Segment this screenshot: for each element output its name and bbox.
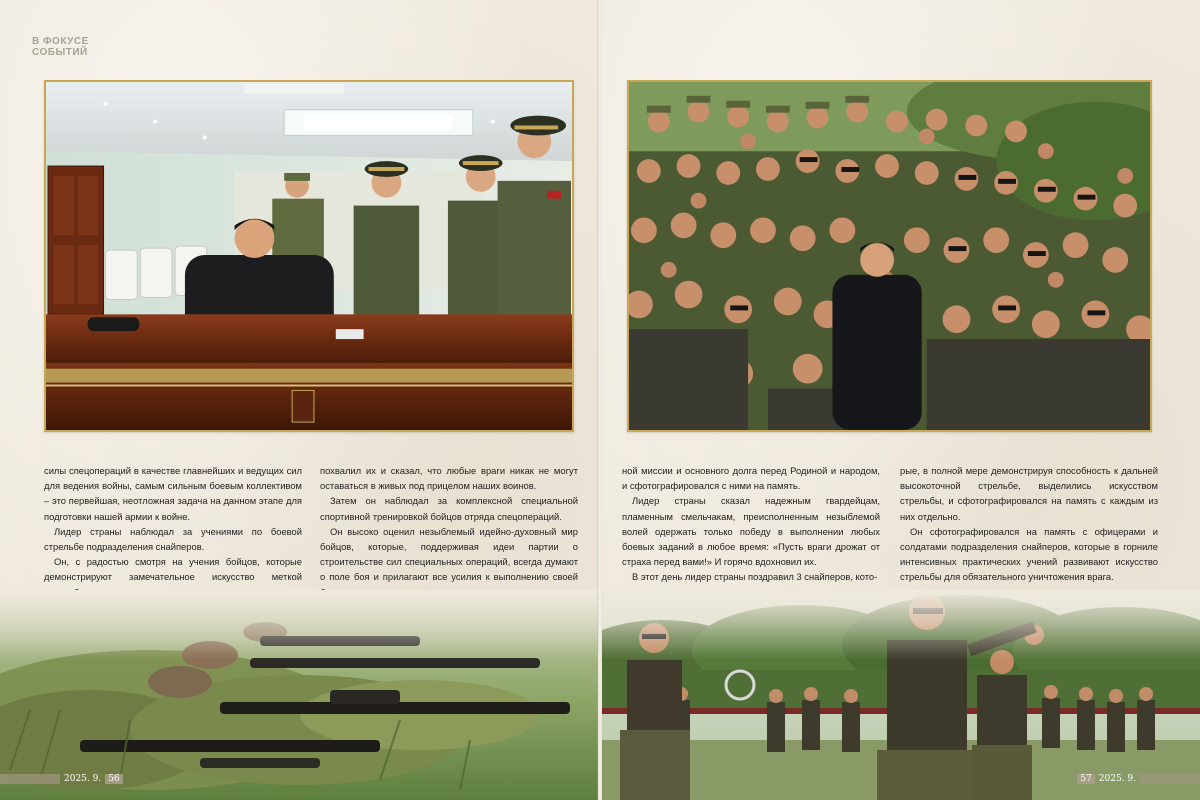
- column-1-paragraph: Лидер страны наблюдал за учениями по боевой стрельбе подразделения снайперов.: [44, 525, 302, 553]
- group-cheer-photo-icon: [629, 82, 1150, 430]
- right-folio-date: 2025. 9.: [1098, 774, 1136, 784]
- folio-bar: [1140, 774, 1200, 784]
- section-tag-line2: СОБЫТИЙ: [32, 47, 88, 58]
- column-2-paragraph: Затем он наблюдал за комплексной специальной спортивной тренировкой бойцов отряда спецопераций.: [320, 495, 578, 522]
- top-fade: [0, 590, 598, 660]
- right-page-number: 57: [1077, 774, 1094, 784]
- column-2-paragraph: Он высоко оценил незыблемый идейно-духовный мир бойцов, которые, поддерживая идеи партии о строительстве сил специальных операций, всегда думают о поле боя и прилагают все усилия к выполнению своей: [320, 525, 578, 583]
- left-page-number: 56: [105, 774, 122, 784]
- column-2-paragraph: похвалил их и сказал, что любые враги никак не могут оставаться в живых под прицелом наших воинов.: [320, 465, 578, 492]
- meeting-room-photo-icon: [46, 82, 572, 430]
- text-column-2: [320, 463, 578, 600]
- text-column-3: [622, 463, 880, 585]
- section-tag: [32, 36, 89, 58]
- column-4-paragraph: Он сфотографировался на память с офицерами и солдатами подразделения снайперов, которые в горниле интенсивных практических учений развивают искусство стрельбы для обязательного уничтожения врага.: [900, 525, 1158, 583]
- right-page: [602, 0, 1200, 800]
- text-column-1: [44, 463, 302, 600]
- section-tag-line1: В ФОКУСЕ: [32, 36, 89, 47]
- right-folio: [1077, 774, 1200, 784]
- folio-bar: [0, 774, 60, 784]
- left-folio: [0, 774, 123, 784]
- column-4-paragraph: рые, в полной мере демонстрируя способность к дальней высокоточной стрельбе, выделились искусством стрельбы, и сфотографировался на память с каждым из них отдельно.: [900, 465, 1158, 522]
- bottom-right-photo: [602, 590, 1200, 800]
- top-right-photo: [627, 80, 1152, 432]
- column-3-paragraph: ной миссии и основного долга перед Родиной и народом, и сфотографировался с ними на память.: [622, 465, 880, 492]
- column-1-paragraph: силы спецопераций в качестве главнейших и ведущих сил для ведения войны, самым сильным боевым коллективом – это первейшая, неотложная задача на данном этапе для подготовки нашей армии к войне.: [44, 465, 302, 522]
- column-1-paragraph: Он, с радостью смотря на учения бойцов, которые демонстрируют замечательное искусство меткой: [44, 556, 302, 583]
- top-fade: [602, 590, 1200, 660]
- bottom-left-photo: [0, 590, 598, 800]
- left-page: [0, 0, 598, 800]
- top-left-photo: [44, 80, 574, 432]
- column-3-paragraph: В этот день лидер страны поздравил 3 снайперов, кото-: [632, 571, 878, 583]
- left-folio-date: 2025. 9.: [64, 774, 102, 784]
- column-3-paragraph: Лидер страны сказал надежным гвардейцам, пламенным смельчакам, преисполненным незыблемой волей одержать только победу в выполнении любых боевых заданий в любое время: «Пусть враги дрожат от страха перед вами!» И горячо вдохновил их.: [622, 495, 880, 568]
- text-column-4: [900, 463, 1158, 585]
